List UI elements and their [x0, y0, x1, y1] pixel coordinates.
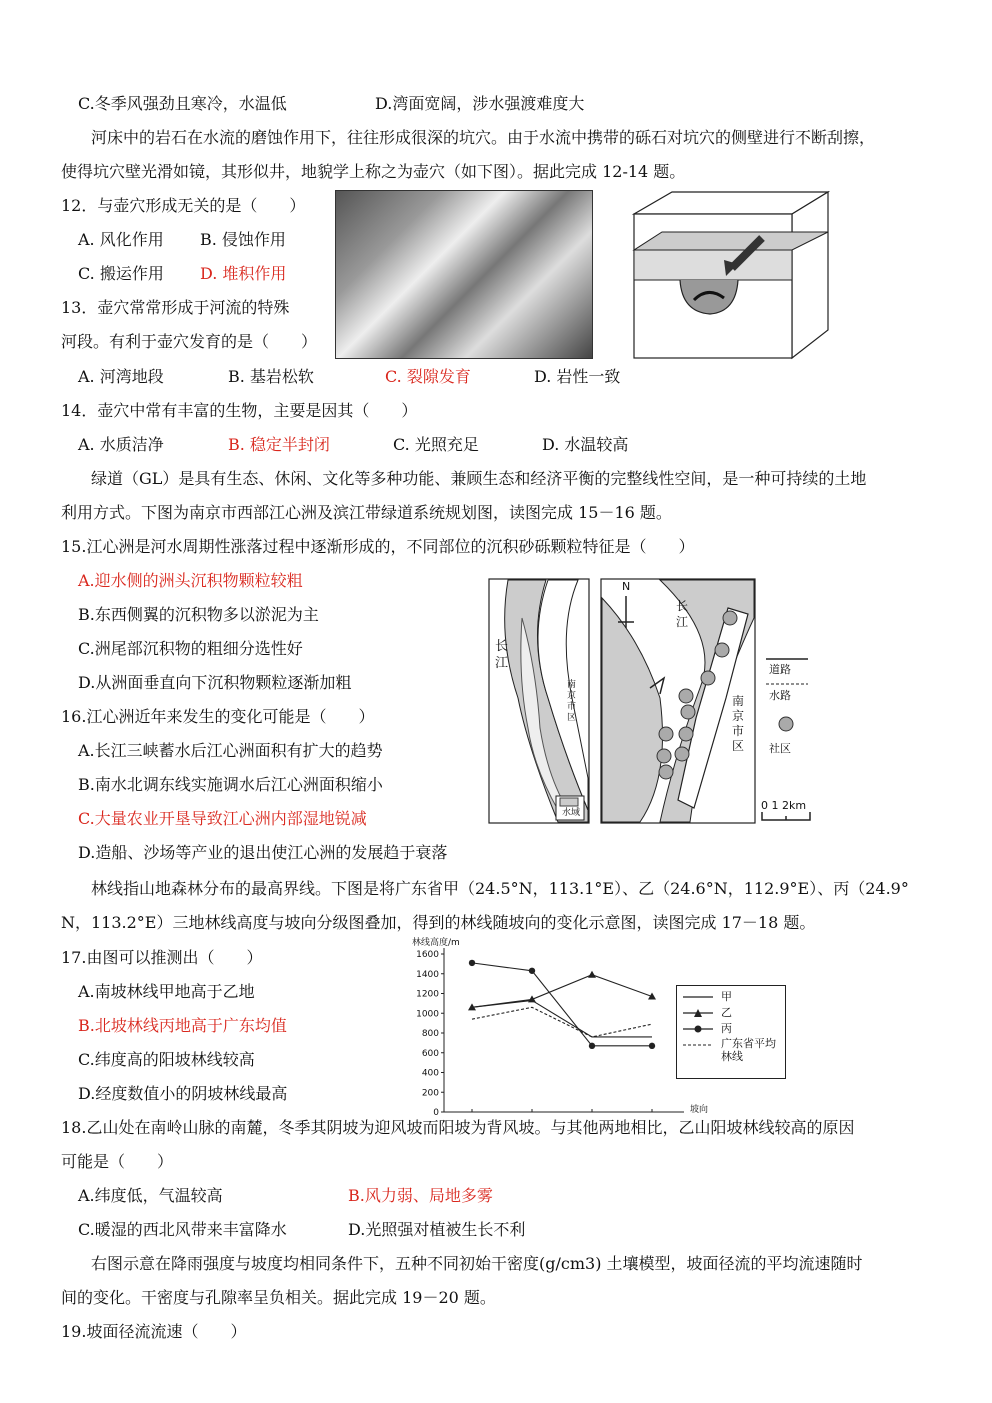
q16-stem: 16.江心洲近年来发生的变化可能是（ ） — [61, 707, 375, 726]
chart-y-tick-label: 1000 — [416, 1009, 439, 1020]
map2-north-label: N — [622, 580, 631, 593]
q13-option-b: B. 基岩松软 — [228, 367, 314, 386]
map2-river-label: 长江 — [676, 599, 689, 629]
chart-point-bing — [589, 1043, 595, 1049]
q12-stem: 12．与壶穴形成无关的是（ ） — [61, 196, 306, 215]
q15-option-c: C.洲尾部沉积物的粗细分选性好 — [78, 639, 303, 658]
map1-legend-water: 水域 — [562, 808, 581, 818]
q15-stem: 15.江心洲是河水周期性涨落过程中逐渐形成的，不同部位的沉积砂砾颗粒特征是（ ） — [61, 537, 695, 556]
q17-stem: 17.由图可以推测出（ ） — [61, 948, 263, 967]
q15-option-d: D.从洲面垂直向下沉积物颗粒逐渐加粗 — [78, 673, 352, 692]
intro-12-14-line2: 使得坑穴壁光滑如镜，其形似井，地貌学上称之为壶穴（如下图）。据此完成 12-14 题。 — [61, 162, 686, 181]
q17-option-c: C.纬度高的阳坡林线较高 — [78, 1050, 255, 1069]
q17-option-d: D.经度数值小的阴坡林线最高 — [78, 1084, 288, 1103]
q13-option-d: D. 岩性一致 — [534, 367, 621, 386]
chart-y-tick-label: 0 — [433, 1108, 439, 1118]
chart-y-axis-label: 林线高度/m — [412, 938, 460, 948]
q18-option-c: C.暖湿的西北风带来丰富降水 — [78, 1220, 287, 1239]
q18-stem-2: 可能是（ ） — [61, 1152, 174, 1171]
legend-series-avg: 广东省平均林线 — [721, 1037, 776, 1063]
q12-option-c: C. 搬运作用 — [78, 264, 164, 283]
chart-legend — [676, 985, 786, 1079]
q16-option-c: C.大量农业开垦导致江心洲内部湿地锐减 — [78, 809, 367, 828]
chart-series-line-1 — [472, 975, 652, 1008]
q17-option-b: B.北坡林线丙地高于广东均值 — [78, 1016, 287, 1035]
map2-city-label: 南京市区 — [732, 694, 745, 753]
q14-option-b: B. 稳定半封闭 — [228, 435, 330, 454]
q18-option-d: D.光照强对植被生长不利 — [348, 1220, 526, 1239]
q14-option-c: C. 光照充足 — [393, 435, 479, 454]
q16-option-a: A.长江三峡蓄水后江心洲面积有扩大的趋势 — [78, 741, 383, 760]
q12-option-d: D. 堆积作用 — [200, 264, 287, 283]
chart-point-bing — [649, 1043, 655, 1049]
q19-stem: 19.坡面径流流速（ ） — [61, 1322, 247, 1341]
q17-option-a: A.南坡林线甲地高于乙地 — [78, 982, 255, 1001]
q12-option-a: A. 风化作用 — [78, 230, 164, 249]
chart-series-line-0 — [472, 1000, 652, 1037]
legend-series-bing: 丙 — [721, 1022, 732, 1035]
chart-y-tick-label: 1600 — [416, 950, 439, 960]
legend-community: 社区 — [769, 742, 791, 755]
q11-option-d: D.湾面宽阔，涉水强渡难度大 — [375, 94, 585, 113]
q12-option-b: B. 侵蚀作用 — [200, 230, 286, 249]
q16-option-b: B.南水北调东线实施调水后江心洲面积缩小 — [78, 775, 383, 794]
q14-option-a: A. 水质洁净 — [78, 435, 164, 454]
chart-point-yi — [588, 971, 596, 978]
legend-road: 道路 — [769, 663, 791, 676]
q18-option-a: A.纬度低，气温较高 — [78, 1186, 223, 1205]
chart-y-tick-label: 1200 — [416, 989, 439, 1000]
chart-y-tick-label: 400 — [421, 1068, 439, 1079]
map1-river-label: 长江 — [495, 639, 509, 671]
q13-option-a: A. 河湾地段 — [78, 367, 164, 386]
chart-y-tick-label: 600 — [421, 1048, 439, 1059]
intro-19-20-line2: 间的变化。干密度与孔隙率呈负相关。据此完成 19－20 题。 — [61, 1288, 496, 1307]
q13-stem-1: 13．壶穴常常形成于河流的特殊 — [61, 298, 290, 317]
q11-option-c: C.冬季风强劲且寒冷，水温低 — [78, 94, 287, 113]
treeline-chart — [404, 934, 709, 1118]
q15-option-a: A.迎水侧的洲头沉积物颗粒较粗 — [78, 571, 303, 590]
q14-stem: 14．壶穴中常有丰富的生物，主要是因其（ ） — [61, 401, 418, 420]
q13-stem-2: 河段。有利于壶穴发育的是（ ） — [61, 332, 318, 351]
chart-y-tick-label: 200 — [421, 1088, 439, 1099]
chart-point-yi — [528, 995, 536, 1002]
intro-17-18-line1: 林线指山地森林分布的最高界线。下图是将广东省甲（24.5°N，113.1°E）、乙（24.6°N，112.9°E）、丙（24.9° — [91, 879, 909, 898]
map1-city-label: 南京市区 — [567, 680, 577, 723]
scale-label: 0 1 2km — [761, 799, 807, 812]
q18-option-b: B.风力弱、局地多雾 — [348, 1186, 493, 1205]
chart-point-bing — [469, 960, 475, 966]
q15-option-b: B.东西侧翼的沉积物多以淤泥为主 — [78, 605, 319, 624]
q13-option-c: C. 裂隙发育 — [385, 367, 471, 386]
intro-19-20-line1: 右图示意在降雨强度与坡度均相同条件下，五种不同初始干密度(g/cm3) 土壤模型，坡面径流的平均流速随时 — [91, 1254, 863, 1273]
q18-stem-1: 18.乙山处在南岭山脉的南麓，冬季其阴坡为迎风坡而阳坡为背风坡。与其他两地相比，乙山阳坡林线较高的原因 — [61, 1118, 855, 1137]
legend-series-yi: 乙 — [721, 1006, 732, 1019]
chart-y-tick-label: 800 — [421, 1029, 439, 1039]
chart-point-bing — [529, 968, 535, 974]
pothole-diagram — [632, 190, 832, 362]
intro-15-16-line1: 绿道（GL）是具有生态、休闲、文化等多种功能、兼顾生态和经济平衡的完整线性空间，是一种可持续的土地 — [91, 469, 867, 488]
pothole-photo — [335, 190, 593, 359]
chart-x-axis-label: 坡向 — [690, 1105, 709, 1115]
legend-waterway: 水路 — [769, 689, 791, 702]
intro-15-16-line2: 利用方式。下图为南京市西部江心洲及滨江带绿道系统规划图，读图完成 15－16 题。 — [61, 503, 672, 522]
intro-17-18-line2: N，113.2°E）三地林线高度与坡向分级图叠加，得到的林线随坡向的变化示意图，读图完成 17－18 题。 — [61, 913, 816, 932]
q16-option-d: D.造船、沙场等产业的退出使江心洲的发展趋于衰落 — [78, 843, 448, 862]
intro-12-14-line1: 河床中的岩石在水流的磨蚀作用下，往往形成很深的坑穴。由于水流中携带的砾石对坑穴的侧壁进行不断刮擦， — [91, 128, 876, 147]
chart-series-line-3 — [472, 1007, 652, 1037]
legend-series-jia: 甲 — [721, 990, 732, 1003]
q14-option-d: D. 水温较高 — [542, 435, 629, 454]
chart-y-tick-label: 1400 — [416, 969, 439, 980]
